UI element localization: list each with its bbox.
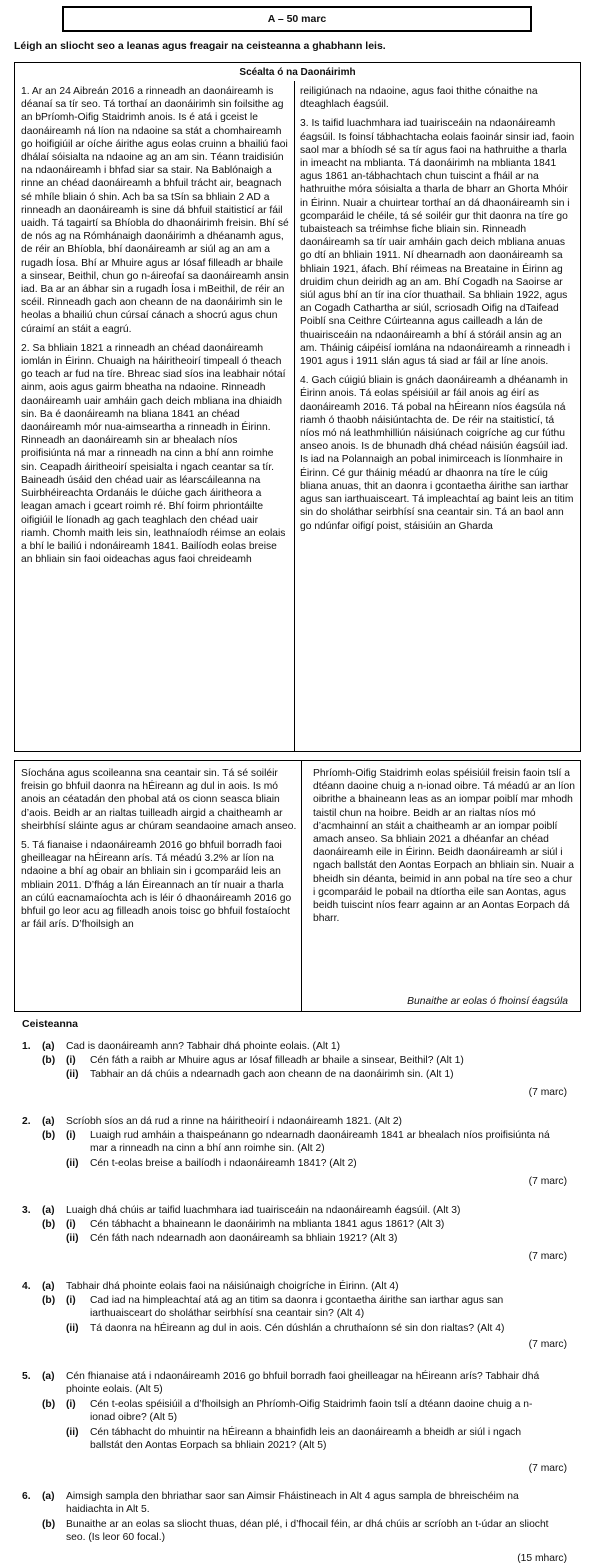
question-text: Cén fáth nach ndearnadh aon daonáireamh sa bhliain 1921? (Alt 3) — [90, 1233, 398, 1244]
section-header — [62, 6, 532, 32]
question-text: Tabhair an dá chúis a ndearnadh gach aon cheann de na daonáirimh sin. (Alt 1) — [90, 1069, 454, 1080]
part-label: (a) — [42, 1371, 55, 1382]
question-text: Scríobh síos an dá rud a rinne na háiritheoirí i ndaonáireamh 1821. (Alt 2) — [66, 1116, 402, 1127]
subpart-label: (ii) — [66, 1069, 79, 1080]
part-label: (b) — [42, 1055, 56, 1066]
question-text: Cén fhianaise atá i ndaonáireamh 2016 go bhfuil borradh faoi gheilleagar na hÉireann arís? Tabhair dhá phointe eolais. (Alt 5) — [66, 1371, 540, 1396]
question-text: Cén tábhacht a bhaineann le daonáirimh na mblianta 1841 agus 1861? (Alt 3) — [90, 1219, 445, 1230]
subpart-label: (ii) — [66, 1233, 79, 1244]
marks-label: (7 marc) — [528, 1463, 567, 1474]
question-1 — [0, 1040, 595, 1110]
question-3 — [0, 1204, 595, 1274]
question-4 — [0, 1280, 595, 1360]
question-text: Tá daonra na hÉireann ag dul in aois. Cén dúshlán a chruthaíonn sé sin don rialtas? (Alt 4) — [90, 1323, 505, 1334]
subpart-label: (i) — [66, 1219, 76, 1230]
marks-label: (15 mharc) — [517, 1553, 567, 1564]
questions-heading: Ceisteanna — [22, 1018, 79, 1030]
question-number: 3. — [22, 1205, 31, 1216]
passage-box-2 — [14, 760, 581, 1012]
question-text: Cén t-eolas spéisiúil a d’fhoilsigh an Phríomh-Oifig Staidrimh faoin tslí a dtéann daoine chuig a n-ionad oibre? (Alt 5) — [90, 1399, 533, 1424]
part-label: (b) — [42, 1130, 56, 1141]
subpart-label: (i) — [66, 1399, 76, 1410]
marks-label: (7 marc) — [528, 1339, 567, 1350]
marks-label: (7 marc) — [528, 1087, 567, 1098]
subpart-label: (i) — [66, 1130, 76, 1141]
part-label: (b) — [42, 1399, 56, 1410]
passage-box-1 — [14, 62, 581, 752]
paragraph-4: 4. Gach cúigiú bliain is gnách daonáireamh a dhéanamh in Éirinn anois. Tá eolas spéisiúil ar fáil anois ag éirí as daonáireamh 2016. Tá pobal na hÉireann níos éagsúla ná riamh ó thaobh náisiúntachta de. De réir na staitisticí, tá níos mó ná leathmhilliún náisiúnach coigríche ag cur fúthu anseo anois. Is de bhunadh dhá chéad náisiún éagsúil iad. Is iad na Polannaigh an pobal inimirceach is líonmhaire in Éirinn. Cé gur tháinig méadú ar dhaonra na tíre le cúig bliana anuas, thit an daonra i gcontaetha áirithe san iarthar agus san iarthuaisceart. Tá impleachtaí ag baint leis an titim sin do sholáthar seirbhísí sna ceantair sin. Tá an baol ann go ndúnfar oifigí poist, stáisiúin an Gharda — [300, 375, 574, 532]
question-number: 6. — [22, 1491, 31, 1502]
question-text: Aimsigh sampla den bhriathar saor san Aimsir Fháistineach in Alt 4 agus sampla de bhreischéim na haidiachta in Alt 5. — [66, 1491, 519, 1516]
subpart-label: (i) — [66, 1055, 76, 1066]
question-6 — [0, 1490, 595, 1566]
column-divider — [294, 81, 295, 751]
paragraph-3: 3. Is taifid luachmhara iad tuairisceáin na ndaonáireamh éagsúil. Is foinsí tábhachtacha eolais faoinár sinsir iad, faoin saol mar a bhíodh sé sa tír agus faoi na hathruithe a tharla in imeacht na mblianta. Tá daonáirimh na mblianta 1841 agus 1861 an-tábhachtach chun tuiscint a fháil ar na hathruithe móra sóisialta a tharla de bharr an Ghorta Mhóir in Éirinn. Nuair a chuirtear torthaí an dá dhaonáireamh sin i gcomparáid le chéile, tá sé soiléir gur thit daonra na tíre go tubaisteach sa tréimhse fiche bliain sin. Rinneadh daonáireamh sa tír uair amháin gach deich mbliana anuas go dtí an bhliain 1911. Ní dhearnadh aon daonáireamh sa bhliain 1921, áfach. Bhí réimeas na Breataine in Éirinn ag druidim chun deiridh ag an am. Bhí Cogadh na Saoirse ar siúl agus bhí an tír ina cíor thuathail. Sa bhliain 1922, agus an Cogadh Cathartha ar siúl, scriosadh Oifig na dTaifead Poiblí sna Ceithre Cúirteanna agus cailleadh a lán de thuairisceáin na ndaonáireamh a bhí á stóráil ansin ag an am. Tháinig cáipéisí iomlána na ndaonáireamh a rinneadh i 1901 agus i 1911 slán agus tá siad ar fáil ar líne anois. — [300, 118, 575, 368]
passage-column-right — [300, 85, 576, 539]
marks-label: (7 marc) — [528, 1251, 567, 1262]
paragraph-1: 1. Ar an 24 Aibreán 2016 a rinneadh an daonáireamh is déanaí sa tír seo. Tá torthaí an daonáirimh sin foilsithe ag an bPríomh-Oifig Staidrimh anois. Is é atá i gceist le daonáireamh ná líon na ndaoine sa stát a chomhaireamh go hoifigiúil ar oíche áirithe agus eolas cruinn a bhailiú faoi dhálaí sóisialta na ndaoine ag an am sin. Téann traidisiún na ndaonáireamh i bhfad siar sa stair. Na Bablónaigh a rinne an chéad daonáireamh a bhfuil trácht air, beagnach sé mhíle bliain ó shin. Ach ba sa tSín sa bhliain 2 AD a rinneadh an daonáireamh is sine dá bhfuil staitisticí ar fáil uaidh. Tá tagairtí sa Bhíobla do dhaonáirimh freisin. Bhí sé de nós ag na Rómhánaigh daonáirimh a dhéanamh agus, de réir an Bhíobla, bhí daonáireamh ar siúl ag an am a rugadh Íosa. Bhí ar Mhuire agus ar Iósaf filleadh ar bhaile a sinsear, Beithil, chun go n-áireofaí sa daonáireamh ansin iad. Ba ar an ábhar sin a rugadh Íosa i mBeithil, de réir an scéil. Rinneadh gach aon cheann de na daonáirimh sin le heolas a bhailiú chun cúrsaí cánach a shocrú agus chun cúraimí an stáit a eagrú. — [21, 86, 289, 335]
part-label: (a) — [42, 1116, 55, 1127]
subpart-label: (ii) — [66, 1323, 79, 1334]
question-number: 5. — [22, 1371, 31, 1382]
passage-column-left — [21, 767, 297, 937]
subpart-label: (ii) — [66, 1427, 79, 1438]
passage-title: Scéalta ó na Daonáirimh — [239, 67, 356, 78]
subpart-label: (ii) — [66, 1158, 79, 1169]
question-text: Luaigh rud amháin a thaispeánann go ndearnadh daonáireamh 1841 ar bhealach níos proifisiúnta ná mar a rinneadh na cinn a bhí ann roimhe sin. (Alt 2) — [90, 1130, 550, 1155]
paragraph-4-continued: Síochána agus scoileanna sna ceantair sin. Tá sé soiléir freisin go bhfuil daonra na hÉireann ag dul in aois. Is mó anois an céatadán den phobal atá os cionn seasca bliain d’aois. Beidh ar an rialtas tuilleadh airgid a chaitheamh ar sheirbhísí sláinte agus ar chúram seandaoine amach anseo. — [21, 768, 297, 832]
paragraph-5: 5. Tá fianaise i ndaonáireamh 2016 go bhfuil borradh faoi gheilleagar na hÉireann arís. Tá méadú 3.2% ar líon na ndaoine a bhí ag obair an bhliain sin i gcomparáid leis an mbliain 2011. D’fhág a lán Éireannach an tír nuair a tharla an cúlú eacnamaíochta ach is léir ó dhaonáireamh 2016 go bhfuil go leor acu ag filleadh anois toisc go bhfuil fostaíocht ar fáil arís. D’fhoilsigh an — [21, 840, 292, 931]
paragraph-2-continued: reiligiúnach na ndaoine, agus faoi thithe cónaithe na dteaghlach éagsúil. — [300, 86, 538, 111]
source-note: Bunaithe ar eolas ó fhoinsí éagsúla — [407, 996, 568, 1007]
subpart-label: (i) — [66, 1295, 76, 1306]
paragraph-5-continued: Phríomh-Oifig Staidrimh eolas spéisiúil freisin faoin tslí a dtéann daoine chuig a n-ionad oibre. Tá méadú ar an líon oibrithe a bhaineann leas as an iompar poiblí mar mhodh taistil chun na hoibre. Beidh ar an rialtas níos mó d’acmhainní an stáit a chaitheamh ar an iompar poiblí amach anseo. Sa bhliain 2021 a dhéanfar an chéad daonáireamh eile in Éirinn. Beidh daonáireamh ar siúl i ngach ballstát den Aontas Eorpach an bhliain sin. Nuair a bheidh sin déanta, beimid in ann pobal na tíre seo a chur i gcomparáid le pobail na dtíortha eile san Aontas, agus beidh tuiscint níos fearr againn ar an Aontas Eorpach dá bharr. — [313, 768, 575, 925]
section-title: A – 50 marc — [267, 13, 327, 25]
question-text: Cén fáth a raibh ar Mhuire agus ar Iósaf filleadh ar bhaile a sinsear, Beithil? (Alt 1) — [90, 1055, 464, 1066]
question-text: Luaigh dhá chúis ar taifid luachmhara iad tuairisceáin na ndaonáireamh éagsúil. (Alt 3) — [66, 1205, 461, 1216]
part-label: (b) — [42, 1295, 56, 1306]
marks-label: (7 marc) — [528, 1176, 567, 1187]
column-divider — [301, 761, 302, 1011]
question-text: Cén t-eolas breise a bailíodh i ndaonáireamh 1841? (Alt 2) — [90, 1158, 357, 1169]
question-text: Tabhair dhá phointe eolais faoi na náisiúnaigh choigríche in Éirinn. (Alt 4) — [66, 1281, 399, 1292]
paragraph-2: 2. Sa bhliain 1821 a rinneadh an chéad daonáireamh iomlán in Éirinn. Chuaigh na háiritheoirí timpeall ó theach go teach ar fud na tíre. Bhreac siad síos ina leabhair nótaí ainm, aois agus gairm bheatha na ndaoine. Rinneadh daonáireamh uair amháin gach deich mbliana ina dhiaidh sin. Ba é daonáireamh na bliana 1841 an chéad daonáireamh mór nua-aimseartha a rinneadh in Éirinn. Rinneadh an daonáireamh sin ar bhealach níos proifisiúnta ná mar a rinneadh na cinn a bhí ann roimhe sin. Ceapadh áiritheoirí speisialta i ngach ceantar sa tír. Baineadh úsáid den chéad uair as léarscáileanna na Suirbhéireachta Ordanáis le dúiche gach áiritheora a leagan amach i gceart roimh ré. Bhí foirm phriontáilte oifigiúil le líonadh ag gach teaghlach den chéad uair riamh. Chomh maith leis sin, leathnaíodh réimse an eolais a bhí le bailiú i ndonáireamh 1841. Bailíodh eolas breise an bhliain sin faoi oideachas agus faoi chreideamh — [21, 342, 286, 566]
part-label: (a) — [42, 1205, 55, 1216]
question-number: 2. — [22, 1116, 31, 1127]
question-text: Bunaithe ar an eolas sa sliocht thuas, déan plé, i d’fhocail féin, ar dhá chúis ar scríobh an t-údar an sliocht seo. (Is leor 60 focal.) — [66, 1519, 549, 1544]
question-2 — [0, 1115, 595, 1195]
part-label: (a) — [42, 1281, 55, 1292]
question-number: 1. — [22, 1041, 31, 1052]
part-label: (b) — [42, 1219, 56, 1230]
question-text: Cad is daonáireamh ann? Tabhair dhá phointe eolais. (Alt 1) — [66, 1041, 340, 1052]
question-text: Cén tábhacht do mhuintir na hÉireann a bhainfidh leis an daonáireamh a bheidh ar siúl i ngach ballstát den Aontas Eorpach sa bhliain 2021? (Alt 5) — [90, 1427, 522, 1452]
question-number: 4. — [22, 1281, 31, 1292]
passage-column-right — [313, 767, 577, 931]
part-label: (a) — [42, 1491, 55, 1502]
part-label: (a) — [42, 1041, 55, 1052]
instructions: Léigh an sliocht seo a leanas agus freagair na ceisteanna a ghabhann leis. — [14, 40, 386, 52]
question-text: Cad iad na himpleachtaí atá ag an titim sa daonra i gcontaetha áirithe san iarthar agus san iarthuaisceart do sholáthar seirbhísí sna ceantair sin? (Alt 4) — [90, 1295, 504, 1320]
question-5 — [0, 1370, 595, 1480]
part-label: (b) — [42, 1519, 56, 1530]
passage-column-left — [21, 85, 289, 572]
